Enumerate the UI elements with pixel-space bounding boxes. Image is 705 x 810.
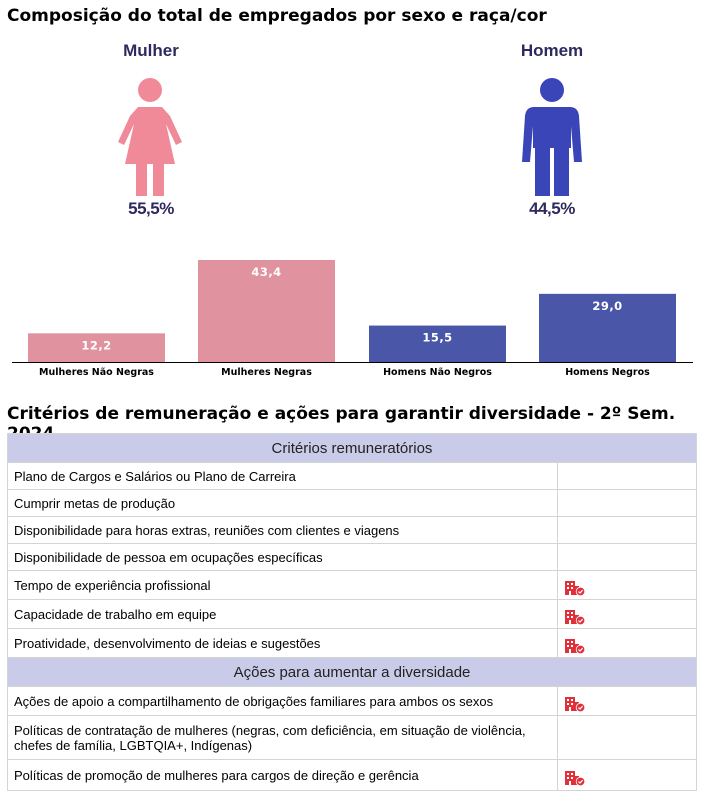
- bar-value-label: 29,0: [592, 298, 623, 313]
- criterion-mark: [558, 517, 697, 544]
- table-row: [8, 571, 697, 600]
- criterion-text: Políticas de contratação de mulheres (negras, com deficiência, em situação de violência, chefes de família, LGBTQIA+, Indígenas): [8, 716, 558, 760]
- category-tick-label: Mulheres Não Negras: [39, 367, 154, 378]
- criteria-table: [7, 433, 697, 791]
- criterion-text: Políticas de promoção de mulheres para cargos de direção e gerência: [8, 760, 558, 791]
- female-label: Mulher: [123, 41, 179, 60]
- table-row: [8, 517, 697, 544]
- building-check-icon: [564, 770, 586, 786]
- table-row: [8, 716, 697, 760]
- criterion-mark: [558, 490, 697, 517]
- criterion-text: Plano de Cargos e Salários ou Plano de Carreira: [8, 463, 558, 490]
- category-tick-label: Homens Negros: [565, 367, 650, 378]
- male-figure-icon: [516, 76, 588, 200]
- female-percentage: 55,5%: [128, 199, 174, 218]
- building-check-icon: [564, 580, 586, 596]
- table-title: Critérios de remuneração e ações para garantir diversidade - 2º Sem.: [7, 404, 676, 424]
- building-check-icon: [564, 638, 586, 654]
- table-row: [8, 629, 697, 658]
- male-label: Homem: [520, 41, 584, 60]
- criterion-text: Capacidade de trabalho em equipe: [8, 600, 558, 629]
- criterion-mark: [558, 716, 697, 760]
- male-percentage: 44,5%: [529, 199, 575, 218]
- bar-value-label: 43,4: [251, 265, 282, 279]
- criterion-text: Tempo de experiência profissional: [8, 571, 558, 600]
- criterion-mark: [558, 687, 697, 716]
- criterion-mark: [558, 571, 697, 600]
- criterion-text: Ações de apoio a compartilhamento de obrigações familiares para ambos os sexos: [8, 687, 558, 716]
- table-row: [8, 490, 697, 517]
- criterion-text: Proatividade, desenvolvimento de ideias e sugestões: [8, 629, 558, 658]
- chart-title: Composição do total de empregados por sexo e raça/cor: [7, 6, 547, 26]
- criterion-mark: [558, 600, 697, 629]
- section-header-remuneration-label: Critérios remuneratórios: [8, 434, 697, 463]
- section-header-diversity-label: Ações para aumentar a diversidade: [8, 658, 697, 687]
- section-header-remuneration: [8, 434, 697, 463]
- bar-value-label: 12,2: [81, 338, 112, 353]
- criterion-mark: [558, 463, 697, 490]
- criterion-mark: [558, 760, 697, 791]
- table-row: [8, 463, 697, 490]
- criterion-mark: [558, 544, 697, 571]
- section-header-diversity: [8, 658, 697, 687]
- criterion-mark: [558, 629, 697, 658]
- criterion-text: Cumprir metas de produção: [8, 490, 558, 517]
- table-row: [8, 687, 697, 716]
- building-check-icon: [564, 609, 586, 625]
- bar-value-label: 15,5: [422, 330, 453, 345]
- criterion-text: Disponibilidade de pessoa em ocupações específicas: [8, 544, 558, 571]
- building-check-icon: [564, 696, 586, 712]
- category-tick-label: Homens Não Negros: [383, 367, 492, 378]
- category-tick-label: Mulheres Negras: [221, 367, 312, 378]
- table-row: [8, 544, 697, 571]
- table-row: [8, 760, 697, 791]
- table-row: [8, 600, 697, 629]
- female-figure-icon: [114, 76, 186, 200]
- criterion-text: Disponibilidade para horas extras, reuniões com clientes e viagens: [8, 517, 558, 544]
- bar-chart: [0, 240, 705, 380]
